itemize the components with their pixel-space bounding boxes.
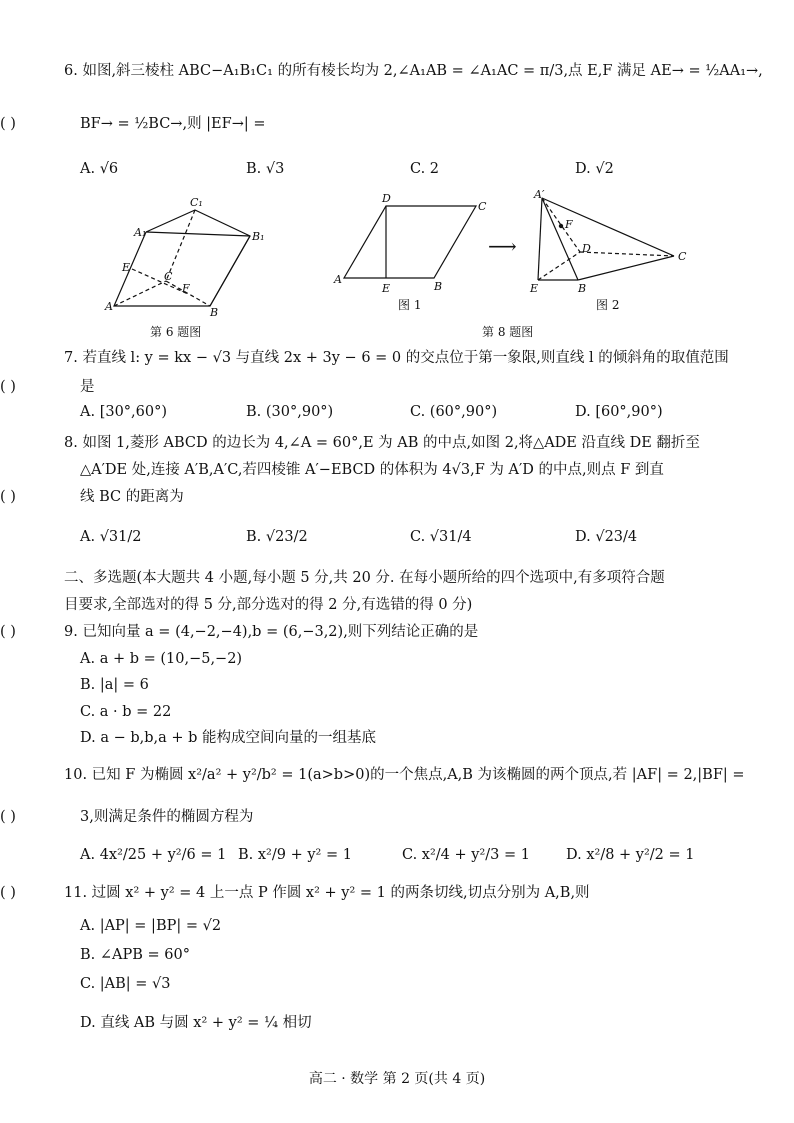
fig1-label-b: B <box>434 280 443 293</box>
q6-option-a: A. √6 <box>80 161 119 177</box>
label-c1: C₁ <box>190 196 203 209</box>
fig2-label-d: D <box>582 242 591 255</box>
q8-line1: 8. 如图 1,菱形 ABCD 的边长为 4,∠A = 60°,E 为 AB 的中点,如图 2,将△ADE 沿直线 DE 翻折至 <box>64 435 700 451</box>
label-e: E <box>122 261 131 274</box>
fig6-caption: 第 6 题图 <box>150 325 202 339</box>
q8-option-c: C. √31/4 <box>410 529 472 545</box>
q11-option-d: D. 直线 AB 与圆 x² + y² = ¼ 相切 <box>80 1015 312 1031</box>
q10-option-b: B. x²/9 + y² = 1 <box>238 847 352 863</box>
q11-option-c: C. |AB| = √3 <box>80 976 171 992</box>
arrow-icon: ⟶ <box>488 234 517 258</box>
q7-line1: 7. 若直线 l: y = kx − √3 与直线 2x + 3y − 6 = 0 的交点位于第一象限,则直线 l 的倾斜角的取值范围 <box>64 350 729 366</box>
section2-heading-line2: 目要求,全部选对的得 5 分,部分选对的得 2 分,有选错的得 0 分) <box>64 597 473 613</box>
q7-option-a: A. [30°,60°) <box>80 404 168 420</box>
q9-option-a: A. a + b = (10,−5,−2) <box>80 651 243 667</box>
pyramid-figure <box>524 186 704 298</box>
fig2-label-c: C <box>678 250 687 263</box>
fig8-caption: 第 8 题图 <box>482 325 534 339</box>
q7-option-c: C. (60°,90°) <box>410 404 498 420</box>
q9-option-c: C. a · b = 22 <box>80 704 172 720</box>
q8-option-a: A. √31/2 <box>80 529 142 545</box>
q10-option-c: C. x²/4 + y²/3 = 1 <box>402 847 530 863</box>
q7-answer-paren: ( ) <box>0 379 16 395</box>
label-c: C <box>164 270 173 283</box>
fig2-label-f: F <box>565 218 573 231</box>
q6-line2: BF→ = ½BC→,则 |EF→| = <box>80 116 266 132</box>
fig1-caption: 图 1 <box>398 298 422 312</box>
q10-option-d: D. x²/8 + y²/2 = 1 <box>566 847 695 863</box>
label-b: B <box>210 306 219 319</box>
rhombus-figure <box>330 190 500 300</box>
q8-option-d: D. √23/4 <box>575 529 638 545</box>
label-b1: B₁ <box>252 230 265 243</box>
q9-answer-paren: ( ) <box>0 624 16 640</box>
fig1-label-d: D <box>382 192 391 205</box>
q9-option-d: D. a − b,b,a + b 能构成空间向量的一组基底 <box>80 730 377 746</box>
q7-option-b: B. (30°,90°) <box>246 404 334 420</box>
q10-line1: 10. 已知 F 为椭圆 x²/a² + y²/b² = 1(a>b>0)的一个焦点,A,B 为该椭圆的两个顶点,若 |AF| = 2,|BF| = <box>64 767 745 783</box>
page-footer: 高二 · 数学 第 2 页(共 4 页) <box>308 1071 486 1087</box>
fig2-label-b: B <box>578 282 587 295</box>
q6-option-c: C. 2 <box>410 161 440 177</box>
q9-line1: 9. 已知向量 a = (4,−2,−4),b = (6,−3,2),则下列结论正确的是 <box>64 624 479 640</box>
q6-answer-paren: ( ) <box>0 116 16 132</box>
q8-line3: 线 BC 的距离为 <box>80 489 184 505</box>
q8-answer-paren: ( ) <box>0 489 16 505</box>
q10-line2: 3,则满足条件的椭圆方程为 <box>80 809 254 825</box>
label-a1: A₁ <box>134 226 147 239</box>
q8-line2: △A′DE 处,连接 A′B,A′C,若四棱锥 A′−EBCD 的体积为 4√3,F 为 A′D 的中点,则点 F 到直 <box>80 462 664 478</box>
fig2-label-e: E <box>530 282 539 295</box>
fig1-label-e: E <box>382 282 391 295</box>
q11-option-b: B. ∠APB = 60° <box>80 947 190 963</box>
label-f: F <box>182 282 190 295</box>
q11-line1: 11. 过圆 x² + y² = 4 上一点 P 作圆 x² + y² = 1 的两条切线,切点分别为 A,B,则 <box>64 885 590 901</box>
fig1-label-a: A <box>334 273 342 286</box>
q10-answer-paren: ( ) <box>0 809 16 825</box>
q7-option-d: D. [60°,90°) <box>575 404 663 420</box>
q7-line2: 是 <box>80 379 95 395</box>
section2-heading-line1: 二、多选题(本大题共 4 小题,每小题 5 分,共 20 分. 在每小题所给的四个选项中,有多项符合题 <box>64 570 665 586</box>
q10-option-a: A. 4x²/25 + y²/6 = 1 <box>80 847 227 863</box>
fig2-label-aprime: A′ <box>534 188 545 201</box>
q6-option-b: B. √3 <box>246 161 285 177</box>
prism-figure <box>100 196 280 326</box>
fig1-label-c: C <box>478 200 487 213</box>
fig2-caption: 图 2 <box>596 298 620 312</box>
q8-option-b: B. √23/2 <box>246 529 308 545</box>
q6-line1: 6. 如图,斜三棱柱 ABC−A₁B₁C₁ 的所有棱长均为 2,∠A₁AB = ∠A₁AC = π/3,点 E,F 满足 AE→ = ½AA₁→, <box>64 63 763 79</box>
q9-option-b: B. |a| = 6 <box>80 677 149 693</box>
q11-answer-paren: ( ) <box>0 885 16 901</box>
label-a: A <box>105 300 113 313</box>
q11-option-a: A. |AP| = |BP| = √2 <box>80 918 222 934</box>
q6-option-d: D. √2 <box>575 161 614 177</box>
